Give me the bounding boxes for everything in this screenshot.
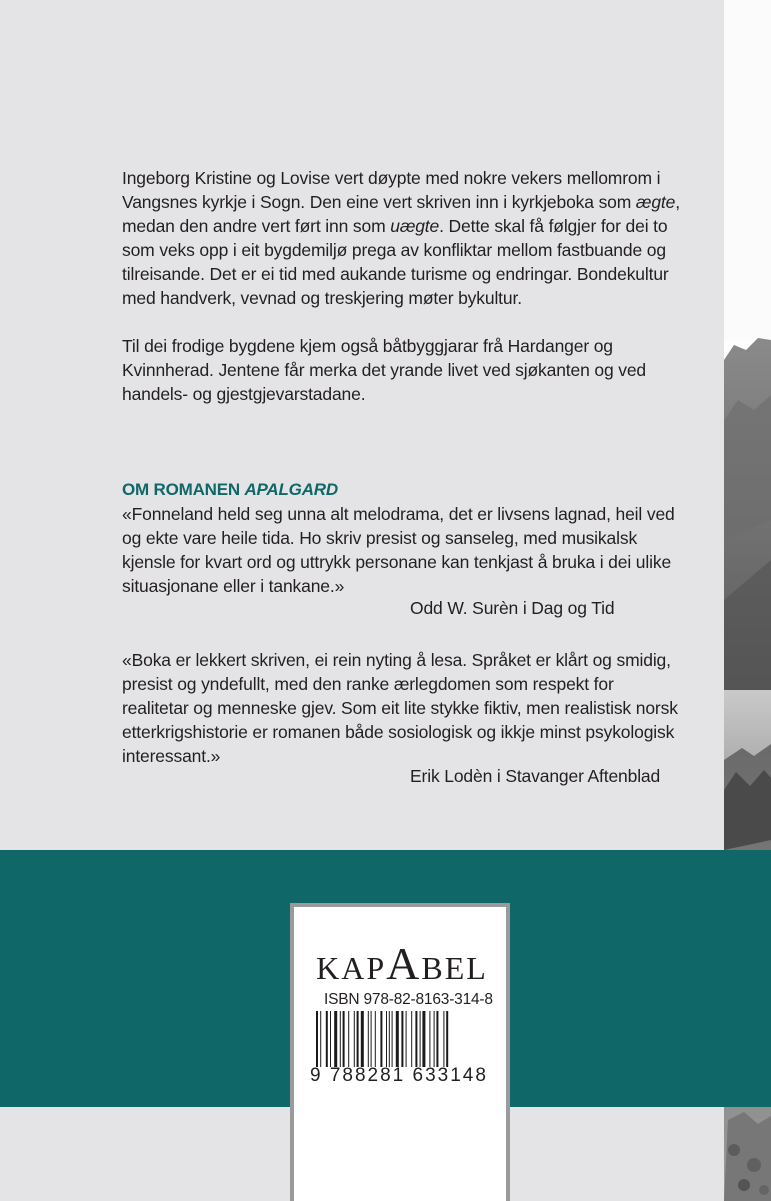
review-section-heading <box>122 480 338 500</box>
barcode-bar <box>320 1011 321 1067</box>
barcode-bar <box>361 1011 364 1067</box>
barcode-bar <box>406 1011 407 1067</box>
barcode-bar <box>434 1011 435 1067</box>
barcode-bar <box>422 1011 425 1067</box>
blurb-text: , medan den andre vert ført inn som <box>122 192 680 236</box>
barcode-bar <box>386 1011 387 1067</box>
barcode-bar <box>375 1011 376 1067</box>
isbn-label: ISBN 978-82-8163-314-8 <box>324 991 493 1008</box>
blurb-paragraph-1 <box>122 166 682 310</box>
barcode-bar <box>316 1011 318 1067</box>
publisher-logo <box>314 937 490 990</box>
barcode-bar <box>340 1011 341 1067</box>
barcode-bar <box>389 1011 390 1067</box>
barcode-bar <box>392 1011 393 1067</box>
barcode-bar <box>371 1011 372 1067</box>
review-quote-1 <box>122 502 682 598</box>
barcode-digits: 9 788281 633148 <box>310 1065 488 1086</box>
barcode-panel <box>290 903 510 1201</box>
blurb-italic-word: uægte <box>390 216 440 236</box>
barcode-bar <box>436 1011 438 1067</box>
review-heading-title: APALGARD <box>244 480 338 499</box>
barcode-bar <box>415 1011 417 1067</box>
barcode-bar <box>330 1011 331 1067</box>
review-attribution-2: Erik Lodèn i Stavanger Aftenblad <box>410 766 661 786</box>
blurb-paragraph-2 <box>122 334 682 406</box>
barcode-bar <box>348 1011 349 1067</box>
blurb-text: . Dette skal få følgjer for dei to som veks opp i eit bygdemiljø prega av konfliktar mellom fastbuande og tilreisande. Det er ei tid med aukande turisme og endringar. Bondekultur med handverk, vevnad og treskjering møter bykultur. <box>122 216 669 308</box>
isbn-barcode <box>316 1011 486 1067</box>
blurb-text: Ingeborg Kristine og Lovise vert døypte med nokre vekers mellomrom i Vangsnes kyrkje i Sogn. Den eine vert skriven inn i kyrkjeboka som <box>122 168 661 212</box>
logo-text-big: A <box>386 938 422 989</box>
barcode-bar <box>326 1011 328 1067</box>
barcode-bar <box>411 1011 412 1067</box>
review-heading-prefix: OM ROMANEN <box>122 480 245 499</box>
blurb-text: Til dei frodige bygdene kjem også båtbyggjarar frå Hardanger og Kvinnherad. Jentene får merka det yrande livet ved sjøkanten og ved handels- og gjestgjevarstadane. <box>122 336 647 404</box>
barcode-bar <box>334 1011 337 1067</box>
barcode-bar <box>429 1011 430 1067</box>
barcode-bar <box>443 1011 444 1067</box>
review-quote-2 <box>122 648 682 768</box>
barcode-bar <box>420 1011 421 1067</box>
barcode-bar <box>401 1011 403 1067</box>
barcode-bar <box>396 1011 399 1067</box>
barcode-bar <box>380 1011 382 1067</box>
review-attribution-1: Odd W. Surèn i Dag og Tid <box>410 598 615 618</box>
blurb-italic-word: ægte <box>635 192 676 212</box>
barcode-bar <box>354 1011 355 1067</box>
barcode-bar <box>343 1011 345 1067</box>
barcode-bar <box>357 1011 359 1067</box>
review-quote-text: «Fonneland held seg unna alt melodrama, det er livsens lagnad, heil ved og ekte vare heile tida. Ho skriv presist og sanseleg, med musikalsk kjensle for kvart ord og uttrykk personane kan tenkjast å bruka i dei ulike situasjonane eller i tankane.» <box>122 504 675 596</box>
logo-text-right: BEL <box>421 950 488 986</box>
barcode-bar <box>368 1011 369 1067</box>
logo-text-left: KAP <box>316 950 387 986</box>
review-quote-text: «Boka er lekkert skriven, ei rein nyting å lesa. Språket er klårt og smidig, presist og yndefullt, med den ranke ærlegdomen som respekt for realitetar og menneske gjev. Som eit lite stykke fiktiv, men realistisk norsk etterkrigshistorie er romanen både sosiologisk og ikkje minst psykologisk interessant.» <box>122 650 678 766</box>
barcode-bar <box>446 1011 448 1067</box>
